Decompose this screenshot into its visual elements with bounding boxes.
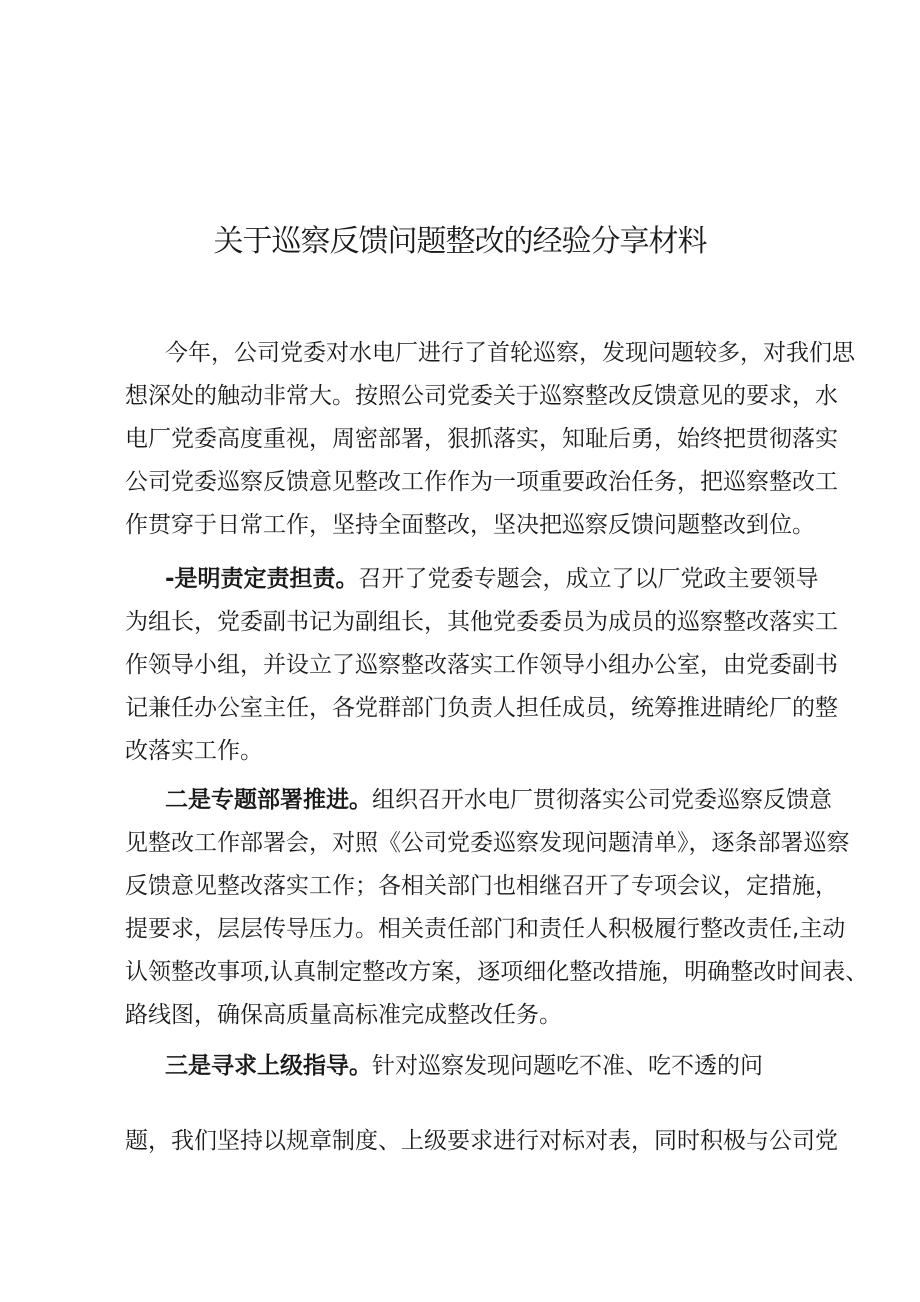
p2-line-2: 见整改工作部署会，对照《公司党委巡察发现问题清单》，逐条部署巡察 [125,830,850,856]
p1-line-4: 记兼任办公室主任，各党群部门负责人担任成员，统筹推进睛纶厂的整 [125,695,838,721]
intro-line-4: 公司党委巡察反馈意见整改工作作为一项重要政治任务，把巡察整改工 [125,469,838,495]
p2-line-4: 提要求，层层传导压力。相关责任部门和责任人积极履行整改责任,主动 [125,916,846,942]
p1-line-3: 作领导小组，并设立了巡察整改落实工作领导小组办公室，由党委副书 [125,652,838,678]
p3-line-2: 题，我们坚持以规章制度、上级要求进行对标对表，同时积极与公司党 [125,1128,838,1154]
p2-line-1 [165,784,832,816]
p2-line-3: 反馈意见整改落实工作；各相关部门也相继召开了专项会议，定措施， [125,873,838,899]
intro-line-3: 电厂党委高度重视，周密部署，狠抓落实，知耻后勇，始终把贯彻落实 [125,426,838,452]
p3-heading: 三是寻求上级指导。 [165,1053,372,1079]
intro-line-1: 今年，公司党委对水电厂进行了首轮巡察，发现问题较多，对我们思 [165,340,855,366]
p3-line-1-text: 针对巡察发现问题吃不准、吃不透的问 [372,1053,763,1079]
intro-line-5: 作贯穿于日常工作，坚持全面整改，坚决把巡察反馈问题整改到位。 [125,512,815,538]
p3-line-1 [165,1050,800,1082]
p1-line-1 [165,563,819,595]
p2-line-5: 认领整改事项,认真制定整改方案，逐项细化整改措施，明确整改时间表、 [125,959,869,985]
p1-line-1-text: 召开了党委专题会，成立了以厂党政主要领导 [358,566,819,592]
p2-heading: 二是专题部署推进。 [165,787,372,813]
intro-line-2: 想深处的触动非常大。按照公司党委关于巡察整改反馈意见的要求，水 [125,383,838,409]
p1-line-5: 改落实工作。 [125,738,263,764]
p2-line-1-text: 组织召开水电厂贯彻落实公司党委巡察反馈意 [372,787,832,813]
p1-line-2: 为组长，党委副书记为副组长，其他党委委员为成员的巡察整改落实工 [125,609,838,635]
p1-heading: -是明责定责担责。 [165,566,359,592]
document-title: 关于巡察反馈问题整改的经验分享材料 [213,224,707,259]
p2-line-6: 路线图，确保高质量高标准完成整改任务。 [125,1002,562,1028]
